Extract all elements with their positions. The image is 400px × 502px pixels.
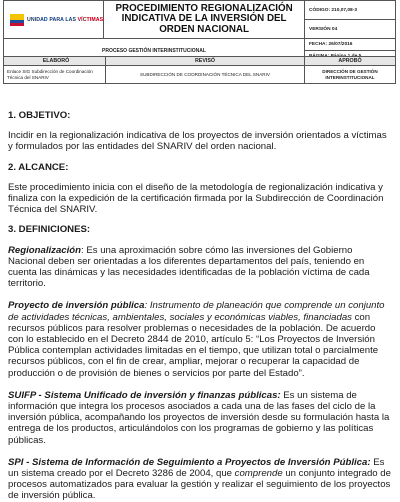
aprobo-value: DIRECCIÓN DE GESTIÓN INTERINSTITUCIONAL xyxy=(305,66,396,84)
process-name: PROCESO GESTIÓN INTERINSTITUCIONAL xyxy=(4,39,305,63)
definition-text: Es un sistema creado por el Decreto 3286 de 2004, que xyxy=(8,456,385,480)
colombia-flag-icon xyxy=(10,14,24,26)
elaboro-value: Enlace SIG Subdirección de Coordinación Técnica del SNARIV xyxy=(4,66,106,84)
document-code: CÓDIGO: 210,07,08-3 xyxy=(305,1,396,20)
section-alcance-text: Este procedimiento inicia con el diseño de la metodología de regionalización indicativa y finaliza con la expedición de la certificación firmada por la Subdirección de Coordinación Técnica del SNARIV. xyxy=(8,181,384,216)
document-header xyxy=(3,0,396,63)
document-date: FECHA: 26/07/2016 xyxy=(305,39,396,51)
col-reviso: REVISÓ xyxy=(106,57,305,66)
definition-term: Proyecto de inversión pública xyxy=(8,300,145,312)
logo-text-part2: VÍCTIMAS xyxy=(77,16,104,23)
definition-proyecto-inversion xyxy=(8,300,391,378)
definition-suifp xyxy=(8,390,391,446)
section-objetivo-title: 1. OBJETIVO: xyxy=(8,110,71,121)
definition-italic-text: comprende xyxy=(234,468,283,480)
definition-regionalizacion xyxy=(8,245,391,290)
section-objetivo-text: Incidir en la regionalización indicativa de los proyectos de inversión orientados a víctimas y formulados por las entidades del SNARIV del orden nacional. xyxy=(8,130,387,153)
definition-text: Es un sistema de información que integra los procesos asociados a cada una de las fases del ciclo de la inversión pública, acompañando los proyectos de inversión desde su formulación hasta la entrega de los productos, articulándolos con los programas de gobierno y las políticas públicas. xyxy=(8,389,390,446)
definition-italic-text: : Instrumento de planeación que comprende un conjunto de actividades técnicas, ambientales, sociales y económicas viables, financiadas xyxy=(8,300,385,323)
definition-text: con recursos públicos para resolver problemas o necesidades de la población. De acuerdo con lo establecido en el Decreto 2844 de 2010, artículo 5: “Los Proyectos de Inversión Pública contemplan actividades limitadas en el tiempo, que utilizan total o parcialmente recursos públicos, con el fin de crear, ampliar, mejorar o recuperar la capacidad de producción o de provisión de bienes o servicios por parte del Estado”. xyxy=(8,311,379,379)
definition-term: SPI - Sistema de Información de Seguimiento a Proyectos de Inversión Pública: xyxy=(8,456,371,468)
col-elaboro: ELABORÓ xyxy=(4,57,106,66)
reviso-value: SUBDIRECCIÓN DE COORDINACIÓN TÉCNICA DEL SNARIV xyxy=(106,66,305,84)
logo-text-part1: UNIDAD PARA LAS xyxy=(27,16,78,23)
definition-text: un conjunto integrado de procesos automatizados para evaluar la gestión y realizar el seguimiento de los proyectos de inversión pública. xyxy=(8,468,391,502)
document-body xyxy=(8,110,391,502)
section-definiciones-title: 3. DEFINICIONES: xyxy=(8,224,91,236)
section-alcance-title: 2. ALCANCE: xyxy=(8,161,69,173)
logo-cell xyxy=(4,1,104,39)
col-aprobo: APROBÓ xyxy=(305,57,396,66)
unidad-victimas-logo xyxy=(4,14,103,26)
definition-term: Regionalización xyxy=(8,244,82,256)
definition-text: : Es una aproximación sobre cómo las inversiones del Gobierno Nacional deben ser orientadas a los diferentes departamentos del país, teniendo en cuenta las dinámicas y las necesidades identificadas de la población víctima de cada territorio. xyxy=(8,244,370,290)
document-version: VERSIÓN 04 xyxy=(305,20,396,39)
document-title: PROCEDIMIENTO REGIONALIZACIÓN INDICATIVA DE LA INVERSIÓN DEL ORDEN NACIONAL xyxy=(104,1,305,39)
definition-term: SUIFP - Sistema Unificado de inversión y finanzas públicas: xyxy=(8,389,281,401)
approval-table xyxy=(3,56,396,84)
definition-spi xyxy=(8,457,391,502)
